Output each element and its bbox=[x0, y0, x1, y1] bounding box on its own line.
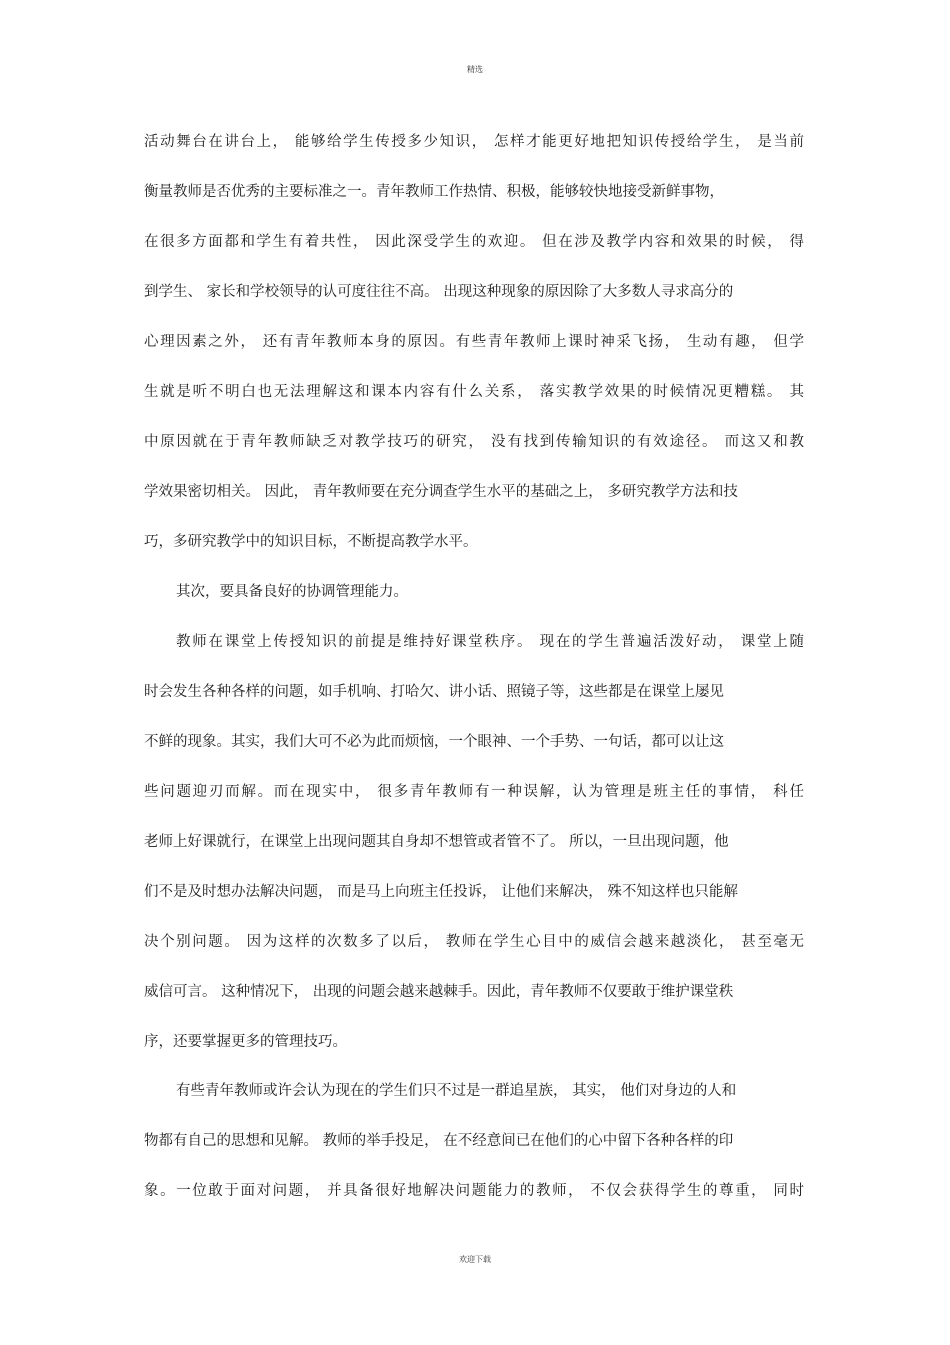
text-line: 到学生、 家长和学校领导的认可度往往不高。 出现这种现象的原因除了大多数人寻求高分的 bbox=[144, 284, 734, 300]
text-line: 序，还要掌握更多的管理技巧。 bbox=[144, 1034, 347, 1050]
text-line: 们不是及时想办法解决问题， 而是马上向班主任投诉， 让他们来解决， 殊不知这样也只能解 bbox=[144, 884, 738, 900]
text-line: 老师上好课就行，在课堂上出现问题其自身却不想管或者管不了。 所以，一旦出现问题，他 bbox=[144, 834, 729, 850]
page-footer-mark: 欢迎下载 bbox=[459, 1255, 491, 1264]
text-line: 生就是听不明白也无法理解这和课本内容有什么关系， 落实教学效果的时候情况更糟糕。 其 bbox=[144, 384, 804, 400]
text-line: 活动舞台在讲台上， 能够给学生传授多少知识， 怎样才能更好地把知识传授给学生， 是当前 bbox=[144, 134, 804, 150]
text-line: 衡量教师是否优秀的主要标准之一。青年教师工作热情、积极，能够较快地接受新鲜事物， bbox=[144, 184, 724, 200]
text-line: 心理因素之外， 还有青年教师本身的原因。有些青年教师上课时神采飞扬， 生动有趣， 但学 bbox=[144, 334, 804, 350]
text-line: 物都有自己的思想和见解。 教师的举手投足， 在不经意间已在他们的心中留下各种各样的印 bbox=[144, 1133, 734, 1149]
text-line: 些问题迎刃而解。而在现实中， 很多青年教师有一种误解，认为管理是班主任的事情， 科任 bbox=[144, 784, 804, 800]
text-line: 教师在课堂上传授知识的前提是维持好课堂秩序。 现在的学生普遍活泼好动， 课堂上随 bbox=[176, 634, 804, 650]
text-line: 有些青年教师或许会认为现在的学生们只不过是一群追星族， 其实， 他们对身边的人和 bbox=[176, 1083, 737, 1099]
text-line: 威信可言。 这种情况下， 出现的问题会越来越棘手。因此，青年教师不仅要敢于维护课堂秩 bbox=[144, 984, 734, 1000]
text-line: 不鲜的现象。其实，我们大可不必为此而烦恼，一个眼神、一个手势、一句话，都可以让这 bbox=[144, 734, 724, 750]
text-line: 象。一位敢于面对问题， 并具备很好地解决问题能力的教师， 不仅会获得学生的尊重， 同时 bbox=[144, 1183, 804, 1199]
text-line: 在很多方面都和学生有着共性， 因此深受学生的欢迎。 但在涉及教学内容和效果的时候， 得 bbox=[144, 234, 804, 250]
text-line: 学效果密切相关。 因此， 青年教师要在充分调查学生水平的基础之上， 多研究教学方法和技 bbox=[144, 484, 738, 500]
text-line: 决个别问题。 因为这样的次数多了以后， 教师在学生心目中的威信会越来越淡化， 甚至毫无 bbox=[144, 934, 804, 950]
text-line: 巧，多研究教学中的知识目标，不断提高教学水平。 bbox=[144, 534, 478, 550]
page-header-mark: 精选 bbox=[467, 65, 483, 74]
section-heading: 其次，要具备良好的协调管理能力。 bbox=[176, 584, 408, 600]
text-line: 中原因就在于青年教师缺乏对教学技巧的研究， 没有找到传输知识的有效途径。 而这又和教 bbox=[144, 434, 804, 450]
text-line: 时会发生各种各样的问题，如手机响、打哈欠、讲小话、照镜子等，这些都是在课堂上屡见 bbox=[144, 684, 724, 700]
